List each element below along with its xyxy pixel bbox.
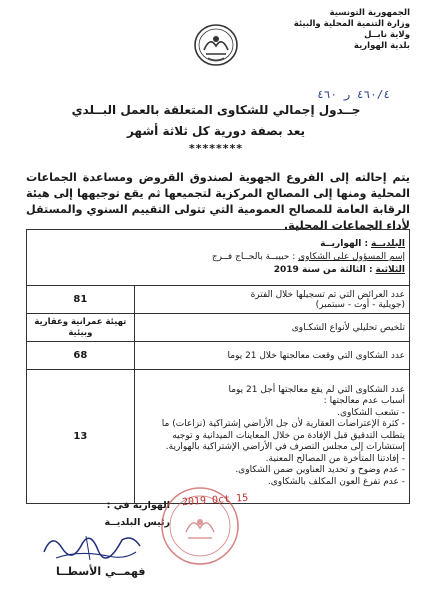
- processed-count: 68: [27, 342, 135, 370]
- analysis-value: تهيئة عمرانية وعقارية وبيئية: [27, 314, 135, 342]
- table-row: [27, 286, 410, 314]
- official-line: [31, 251, 405, 264]
- reason-item: - إفادتنا المتأخرة من المصالح المعنية.: [265, 453, 405, 464]
- analysis-label: تلخيص تحليلي لأنواع الشكـاوى: [134, 314, 409, 342]
- municipality-label: البلديــة: [370, 239, 405, 249]
- intro-paragraph: يتم إحالته إلى الفروع الجهوية لصندوق القروض ومساعدة الجماعات المحلية ومنها إلى المصالح المركزية لتجميعها ثم يقع توجيهها إلى هيئة الرقابة العامة للمصالح العمومية التي تتولى التقييم السنوي والمستقل لأداء الجماعات المحلية.: [26, 171, 410, 232]
- reason-item: - عدم تفرغ العون المكلف بالشكاوى.: [267, 476, 405, 487]
- trimester-label: الثلاثية: [375, 265, 405, 275]
- info-row: [27, 230, 410, 286]
- sign-place: الهوارية في :: [106, 500, 170, 511]
- unprocessed-count: 13: [27, 370, 135, 504]
- stamp-date: 2019 Oct 15: [181, 492, 249, 509]
- reason-item: - تشعب الشكاوى.: [337, 407, 405, 418]
- handwritten-signature: [38, 526, 146, 566]
- received-label: عدد العرائض التي تم تسجيلها خلال الفترة: [250, 289, 405, 300]
- municipality-logo: [192, 22, 240, 68]
- complaints-table: [26, 229, 410, 504]
- received-period: (جويلية - أوت - سبتمبر): [315, 299, 405, 310]
- municipality-value: : الهواريــة: [320, 239, 369, 249]
- reasons-title: أسباب عدم معالجتها :: [323, 396, 405, 407]
- mayor-name: فهمــي الأسطــا: [56, 565, 146, 578]
- trimester-line: [31, 264, 405, 277]
- official-label: إسم المسؤول على الشكاوى: [298, 252, 405, 262]
- title-separator: ********: [188, 142, 244, 155]
- unprocessed-label: عدد الشكاوى التي لم يقع معالجتها أجل 21 يوما: [228, 384, 405, 395]
- sign-role: رئيس البلديــة: [104, 517, 170, 528]
- info-cell: [27, 230, 410, 286]
- ministry-header: [293, 8, 410, 52]
- header-line: الجمهورية التونسية: [329, 8, 410, 18]
- document-subtitle: يعد بصفة دورية كل ثلاثة أشهر: [126, 124, 306, 138]
- municipality-line: [31, 238, 405, 251]
- trimester-value: : الثالثة من سنة 2019: [273, 265, 373, 275]
- reason-item: - كثرة الإعتراضات العقارية لأن جل الأراضي إشتراكية (نزاعات) ما يتطلب التدقيق قبل الإفادة من خلال المعاينات الميدانية و توجيه إستشارات إلى مجلس التصرف في الأراضي الإشتراكية بالهوارية.: [161, 419, 405, 453]
- header-line: بلدية الهوارية: [353, 41, 410, 51]
- header-line: وزارة التنمية المحلية والبيئة: [293, 19, 410, 29]
- header-line: ولاية نابــل: [364, 30, 410, 40]
- processed-label: عدد الشكاوى التي وقعت معالجتها خلال 21 يوما: [134, 342, 409, 370]
- official-value: : حبيبــة بالحــاج فــرج: [211, 252, 296, 262]
- reason-item: - عدم وضوح و تحديد العناوين ضمن الشكاوى.: [235, 465, 405, 476]
- table-row: [27, 342, 410, 370]
- received-count: 81: [27, 286, 135, 314]
- reference-number: ٤٦٠/٤ ر ٤٦٠: [317, 88, 390, 101]
- table-row: [27, 314, 410, 342]
- document-title: جــدول إجمالي للشكاوى المتعلقة بالعمل البــلدي: [71, 103, 361, 117]
- row-label: [134, 286, 409, 314]
